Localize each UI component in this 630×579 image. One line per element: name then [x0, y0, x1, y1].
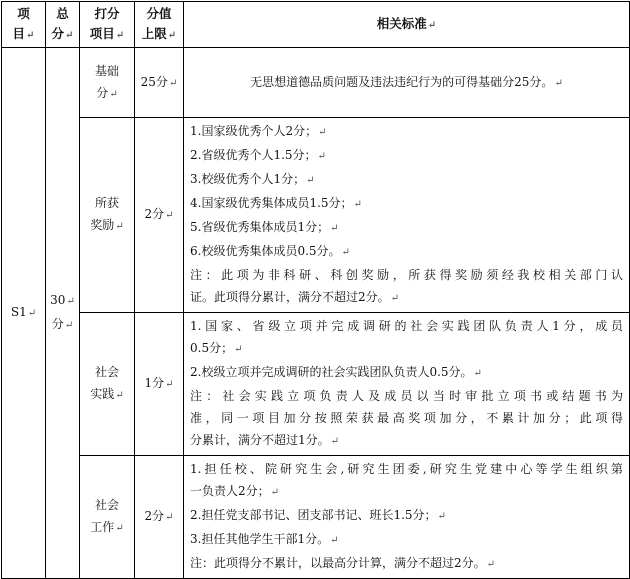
section-criteria	[184, 456, 630, 579]
paragraph-mark-icon: ↵	[437, 511, 446, 522]
paragraph-mark-icon: ↵	[341, 247, 350, 258]
paragraph-mark-icon: ↵	[66, 296, 75, 307]
section-limit: 1分↵	[135, 313, 184, 456]
section-name: 社会 实践↵	[80, 313, 135, 456]
paragraph-mark-icon: ↵	[65, 29, 74, 41]
criteria-line: 3.校级优秀个人1分；↵	[190, 172, 315, 186]
section-criteria	[184, 313, 630, 456]
criteria-line: 证。此项得分累计，满分不超过2分。↵	[190, 290, 400, 304]
paragraph-mark-icon: ↵	[115, 523, 124, 534]
paragraph-mark-icon: ↵	[306, 175, 315, 186]
header-item: 项 目↵	[2, 2, 46, 48]
section-limit: 2分↵	[135, 118, 184, 313]
section-row-awards	[2, 118, 630, 313]
criteria-line: 分累计，满分不超过1分。↵	[190, 433, 340, 447]
criteria-line: 2.省级优秀个人1.5分；↵	[190, 148, 326, 162]
criteria-line: 3.担任其他学生干部1分。↵	[190, 532, 339, 546]
section-name: 社会 工作↵	[80, 456, 135, 579]
header-scoring-item: 打分 项目↵	[80, 2, 135, 48]
paragraph-mark-icon: ↵	[234, 344, 243, 355]
section-limit: 2分↵	[135, 456, 184, 579]
section-row-work	[2, 456, 630, 579]
paragraph-mark-icon: ↵	[390, 293, 400, 304]
criteria-table	[1, 1, 630, 579]
criteria-line: 4.国家级优秀集体成员1.5分；↵	[190, 196, 362, 210]
criteria-line: 1.国家级优秀个人2分；↵	[190, 124, 327, 138]
header-max-score: 分值 上限↵	[135, 2, 184, 48]
criteria-line: 注：此项为非科研、科创奖励，所获得奖励须经我校相关部门认	[190, 268, 623, 282]
criteria-line: 1.担任校、院研究生会,研究生团委,研究生党建中心等学生组织第	[190, 462, 623, 476]
section-row-base	[2, 48, 630, 118]
paragraph-mark-icon: ↵	[330, 436, 340, 447]
section-criteria	[184, 118, 630, 313]
paragraph-mark-icon: ↵	[26, 29, 35, 41]
section-name: 所获 奖励↵	[80, 118, 135, 313]
paragraph-mark-icon: ↵	[27, 308, 37, 319]
criteria-line: 1.国家、省级立项并完成调研的社会实践团队负责人1分，成员	[190, 319, 623, 333]
header-criteria: 相关标准↵	[184, 2, 630, 48]
paragraph-mark-icon: ↵	[115, 221, 124, 232]
paragraph-mark-icon: ↵	[330, 535, 339, 546]
section-row-practice	[2, 313, 630, 456]
criteria-line: 5.省级优秀集体成员1分；↵	[190, 220, 339, 234]
paragraph-mark-icon: ↵	[165, 210, 174, 221]
paragraph-mark-icon: ↵	[554, 77, 563, 89]
header-total: 总 分↵	[46, 2, 80, 48]
paragraph-mark-icon: ↵	[115, 390, 124, 401]
section-criteria: 无思想道德品质问题及违法违纪行为的可得基础分25分。↵	[184, 48, 630, 118]
paragraph-mark-icon: ↵	[270, 487, 280, 498]
criteria-line: 2.担任党支部书记、团支部书记、班长1.5分；↵	[190, 508, 446, 522]
item-cell: S1↵	[2, 48, 46, 579]
criteria-line: 注：社会实践立项负责人及成员以当时审批立项书或结题书为	[190, 389, 623, 403]
header-row	[2, 2, 630, 48]
paragraph-mark-icon: ↵	[427, 19, 437, 31]
section-name: 基础 分↵	[80, 48, 135, 118]
criteria-line: 一负责人2分；↵	[190, 484, 280, 498]
section-limit: 25分↵	[135, 48, 184, 118]
criteria-line: 注：此项得分不累计，以最高分计算，满分不超过2分。↵	[190, 556, 496, 570]
paragraph-mark-icon: ↵	[317, 151, 326, 162]
criteria-line: 2.校级立项并完成调研的社会实践团队负责人0.5分。↵	[190, 365, 482, 379]
paragraph-mark-icon: ↵	[167, 29, 177, 41]
criteria-line: 准，同一项目加分按照荣获最高奖项加分，不累计加分；此项得	[190, 411, 623, 425]
paragraph-mark-icon: ↵	[353, 199, 362, 210]
paragraph-mark-icon: ↵	[330, 223, 339, 234]
paragraph-mark-icon: ↵	[165, 379, 174, 390]
total-cell: 30↵ 分↵	[46, 48, 80, 579]
paragraph-mark-icon: ↵	[168, 77, 178, 89]
paragraph-mark-icon: ↵	[165, 512, 174, 523]
paragraph-mark-icon: ↵	[109, 88, 118, 100]
paragraph-mark-icon: ↵	[64, 320, 74, 331]
paragraph-mark-icon: ↵	[473, 368, 482, 379]
paragraph-mark-icon: ↵	[318, 127, 327, 138]
paragraph-mark-icon: ↵	[486, 559, 496, 570]
paragraph-mark-icon: ↵	[115, 29, 125, 41]
criteria-line: 6.校级优秀集体成员0.5分。↵	[190, 244, 350, 258]
criteria-line: 0.5分；↵	[190, 341, 243, 355]
